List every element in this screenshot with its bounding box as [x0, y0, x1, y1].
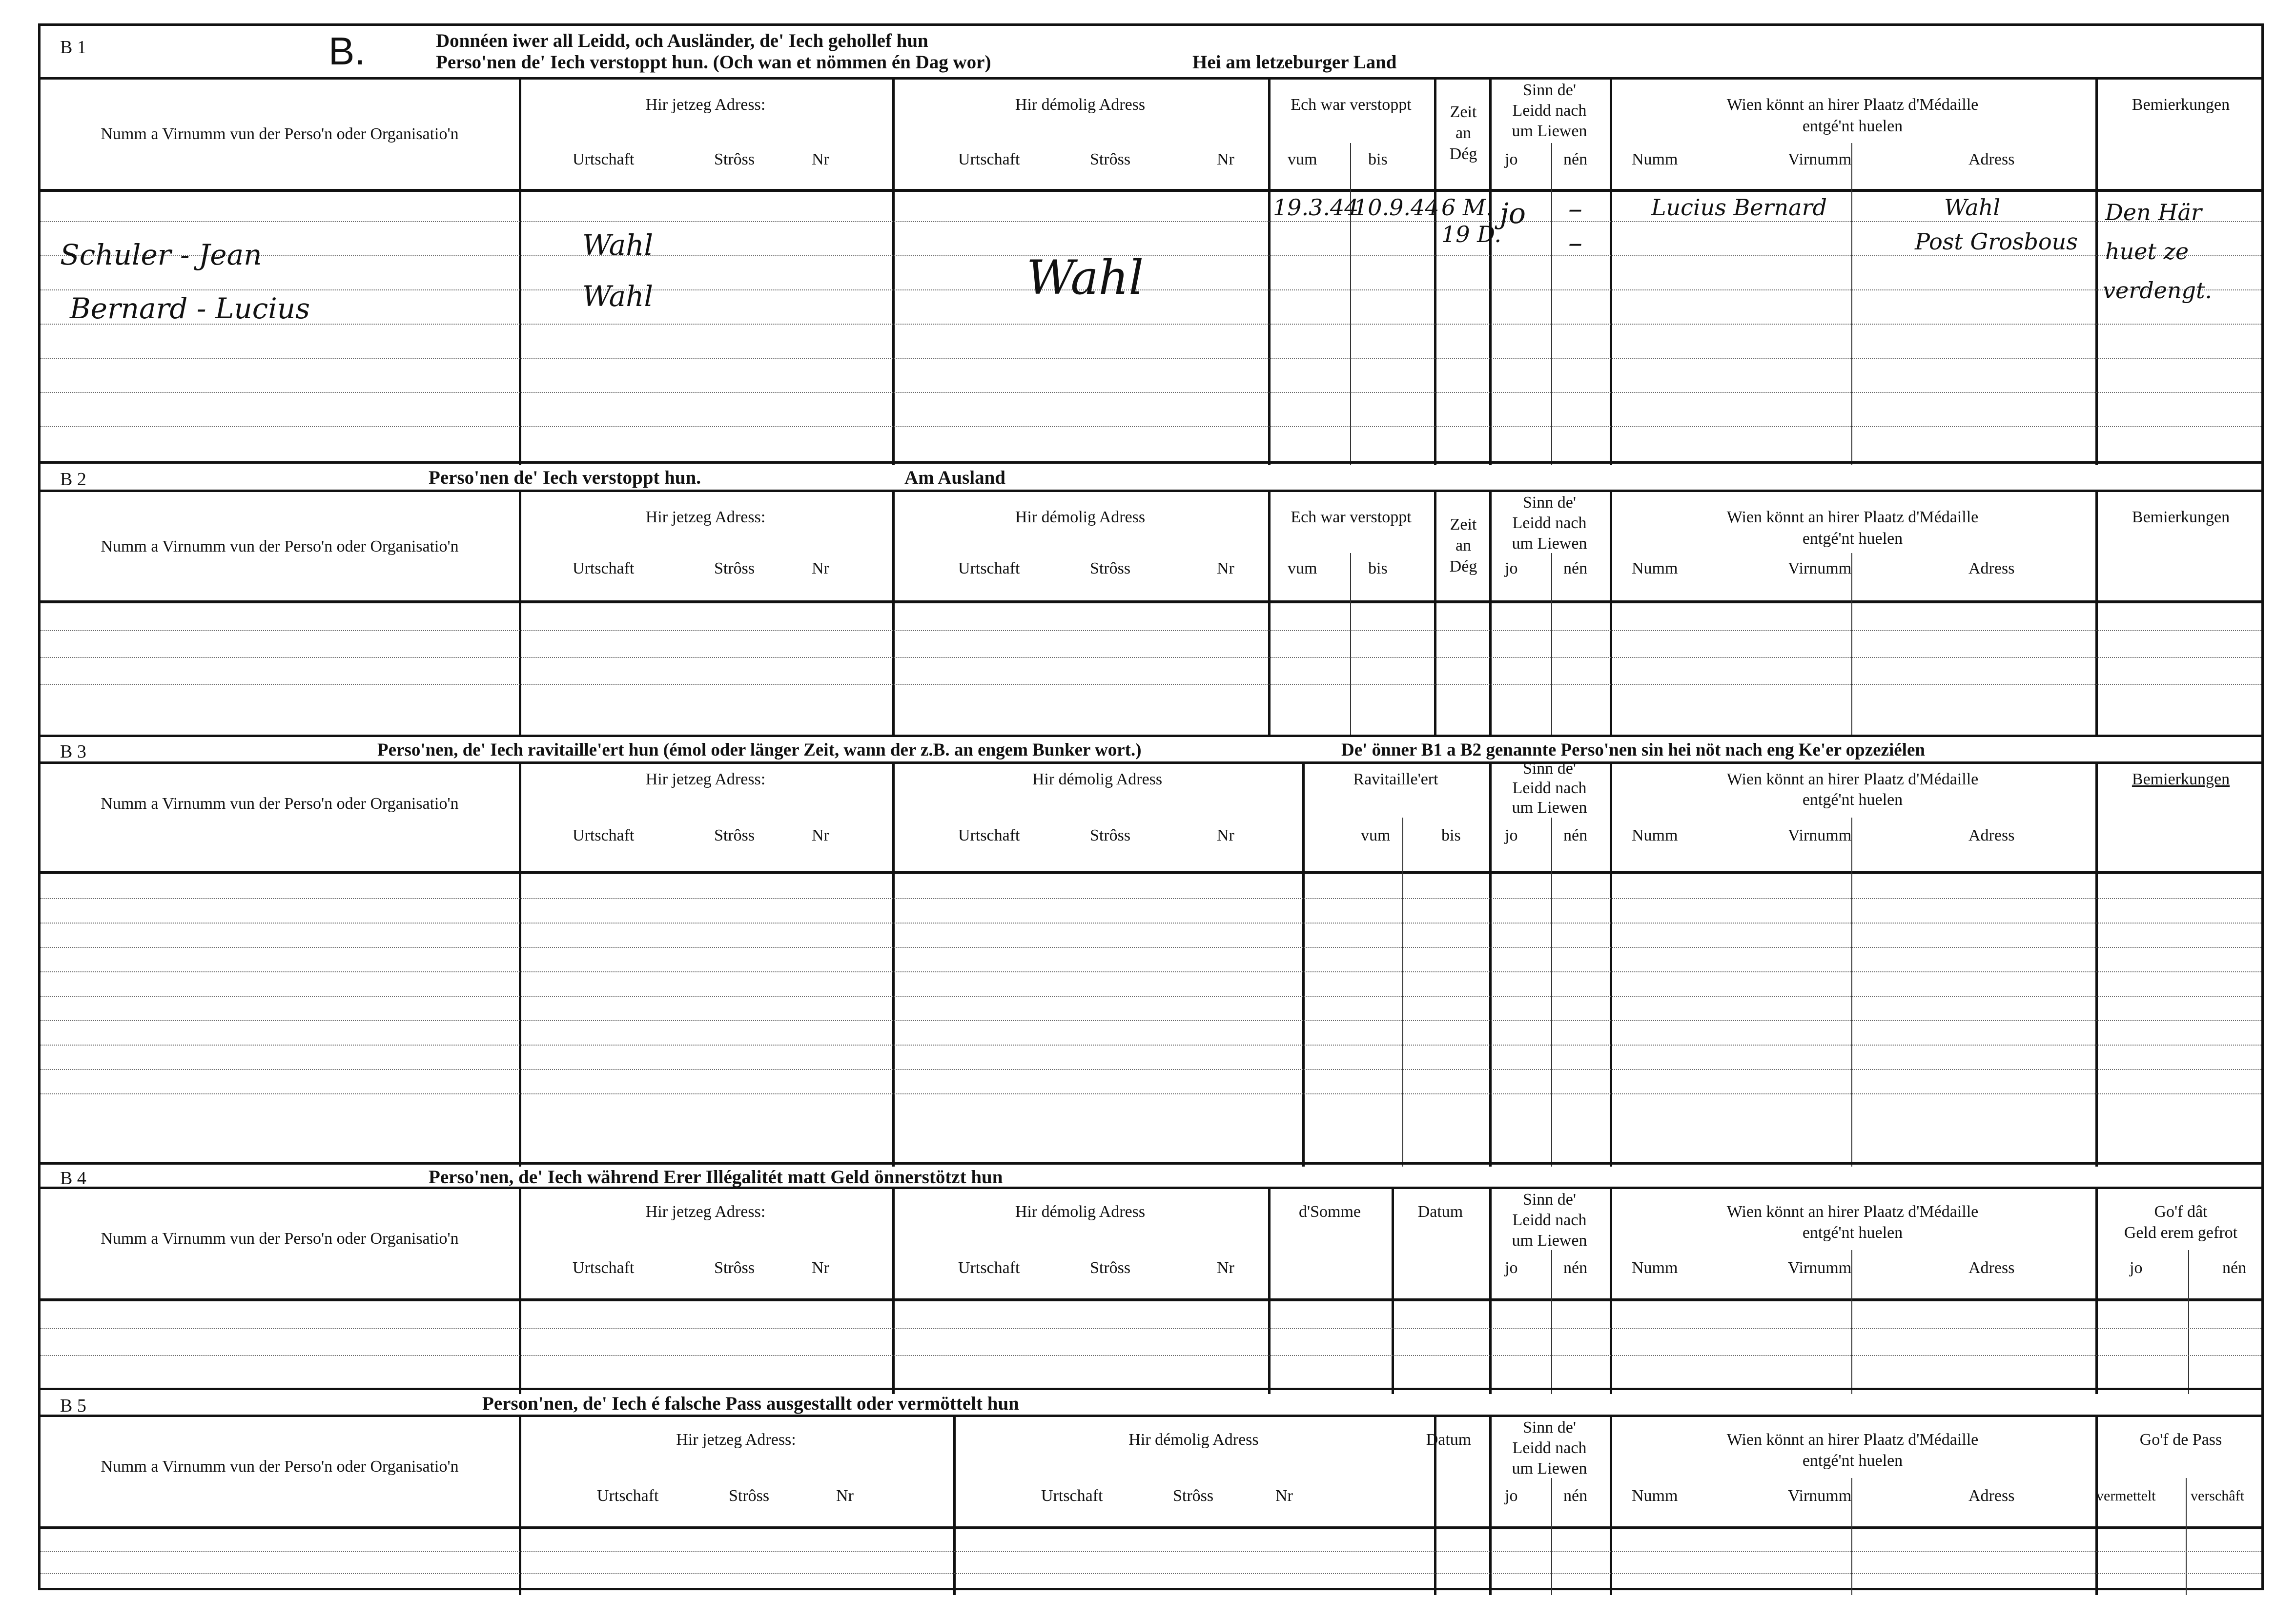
header-hidden: Ech war verstoppt — [1291, 508, 1412, 526]
header-sinn: Leidd nach — [1512, 1211, 1587, 1229]
header-former-address: Hir démolig Adress — [1128, 1431, 1259, 1449]
section-b2 — [41, 461, 2261, 735]
header-urtschaft: Urtschaft — [573, 150, 635, 168]
header-nen: nén — [1563, 826, 1588, 844]
section-code: B 5 — [60, 1396, 86, 1416]
header-sinn: Sinn de' — [1522, 1191, 1577, 1209]
section-b5 — [41, 1388, 2261, 1593]
handwritten-jo: jo — [1500, 197, 1526, 230]
form-sheet — [38, 23, 2264, 1590]
header-urtschaft: Urtschaft — [958, 1259, 1020, 1277]
header-stross: Strôss — [714, 826, 755, 844]
handwritten-current-address-2: Wahl — [582, 280, 654, 313]
header-gof-geld: Go'f dât — [2154, 1203, 2208, 1221]
header-adress: Adress — [1968, 1487, 2015, 1505]
handwritten-former-address: Wahl — [1026, 250, 1144, 305]
header-former-address: Hir démolig Adress — [1032, 770, 1163, 788]
header-nr: Nr — [1217, 826, 1234, 844]
handwritten-name-1: Schuler - Jean — [60, 238, 262, 271]
header-zeit: Zeit — [1450, 103, 1477, 121]
header-zeit-an: an — [1455, 536, 1472, 555]
section-b3-title — [41, 737, 2261, 764]
header-former-address: Hir démolig Adress — [1015, 96, 1146, 114]
header-nr: Nr — [812, 1259, 829, 1277]
section-title-2: De' önner B1 a B2 genannte Perso'nen sin hei nöt nach eng Ke'er opzeziélen — [1341, 740, 1925, 760]
header-nr: Nr — [1275, 1487, 1293, 1505]
header-nen: nén — [1563, 559, 1588, 577]
section-title-line1: Donnéen iwer all Leidd, och Ausländer, de' Iech gehollef hun — [436, 30, 928, 51]
header-virnumm: Virnumm — [1788, 826, 1852, 844]
table-header — [41, 760, 2261, 874]
header-stross: Strôss — [1090, 150, 1131, 168]
header-bis: bis — [1441, 826, 1461, 844]
header-nr: Nr — [836, 1487, 854, 1505]
header-name: Numm a Virnumm vun der Perso'n oder Organisatio'n — [101, 125, 459, 143]
header-urtschaft: Urtschaft — [573, 1259, 635, 1277]
header-nen: nén — [2222, 1259, 2247, 1277]
header-nr: Nr — [812, 150, 829, 168]
header-medal: entgé'nt huelen — [1802, 1452, 1903, 1470]
section-b2-title — [41, 464, 2261, 492]
header-vum: vum — [1288, 150, 1317, 168]
section-title: Perso'nen de' Iech verstoppt hun. — [429, 467, 701, 488]
section-b1 — [41, 26, 2261, 465]
table-header — [41, 1417, 2261, 1529]
header-gof-geld: Geld erem gefrot — [2124, 1224, 2238, 1242]
header-medal: entgé'nt huelen — [1802, 1224, 1903, 1242]
header-remarks: Bemierkungen — [2132, 508, 2230, 526]
header-virnumm: Virnumm — [1788, 559, 1852, 577]
header-stross: Strôss — [714, 1259, 755, 1277]
header-medal: Wien könnt an hirer Plaatz d'Médaille — [1726, 1203, 1979, 1221]
header-adress: Adress — [1968, 1259, 2015, 1277]
section-title-line2: Perso'nen de' Iech verstoppt hun. (Och wan et nömmen én Dag wor) — [436, 52, 991, 73]
table-body — [41, 603, 2261, 737]
header-stross: Strôss — [729, 1487, 770, 1505]
header-sinn: Leidd nach — [1512, 779, 1587, 797]
handwritten-medal-address-1: Wahl — [1944, 194, 2001, 221]
header-virnumm: Virnumm — [1788, 1259, 1852, 1277]
header-virnumm: Virnumm — [1788, 150, 1852, 168]
header-ravitaille: Ravitaille'ert — [1353, 770, 1438, 788]
handwritten-days: 6 M. — [1441, 194, 1493, 221]
header-sinn: Leidd nach — [1512, 1439, 1587, 1457]
header-sinn: um Liewen — [1512, 122, 1587, 140]
table-body — [41, 1301, 2261, 1394]
header-zeit-deg: Dég — [1449, 145, 1477, 163]
section-letter: B. — [328, 29, 366, 73]
handwritten-remark-3: verdengt. — [2103, 277, 2213, 304]
header-jo: jo — [2130, 1259, 2143, 1277]
header-current-address: Hir jetzeg Adress: — [645, 96, 766, 114]
header-hidden: Ech war verstoppt — [1291, 96, 1412, 114]
header-urtschaft: Urtschaft — [597, 1487, 659, 1505]
handwritten-current-address-1: Wahl — [582, 228, 654, 262]
header-numm: Numm — [1632, 150, 1678, 168]
header-jo: jo — [1505, 1487, 1518, 1505]
table-header — [41, 492, 2261, 603]
header-medal: entgé'nt huelen — [1802, 117, 1903, 135]
section-title: Perso'nen, de' Iech ravitaille'ert hun (émol oder länger Zeit, wann der z.B. an engem Bunker wort.) — [377, 740, 1142, 760]
handwritten-nen-1: – — [1568, 192, 1582, 225]
handwritten-bis: 10.9.44 — [1353, 194, 1439, 221]
header-remarks: Bemierkungen — [2132, 96, 2230, 114]
header-adress: Adress — [1968, 150, 2015, 168]
handwritten-remark-1: Den Här — [2105, 199, 2202, 226]
header-name: Numm a Virnumm vun der Perso'n oder Organisatio'n — [101, 795, 459, 813]
header-virnumm: Virnumm — [1788, 1487, 1852, 1505]
header-numm: Numm — [1632, 826, 1678, 844]
header-sinn: um Liewen — [1512, 534, 1587, 553]
handwritten-medal-address-2: Post Grosbous — [1915, 228, 2078, 255]
header-adress: Adress — [1968, 826, 2015, 844]
section-b4 — [41, 1162, 2261, 1392]
header-adress: Adress — [1968, 559, 2015, 577]
section-title: Person'nen, de' Iech é falsche Pass ausgestallt oder vermöttelt hun — [482, 1393, 1019, 1414]
header-name: Numm a Virnumm vun der Perso'n oder Organisatio'n — [101, 1230, 459, 1248]
header-sinn: Leidd nach — [1512, 514, 1587, 532]
header-current-address: Hir jetzeg Adress: — [645, 1203, 766, 1221]
header-bis: bis — [1368, 150, 1388, 168]
section-title: Perso'nen, de' Iech während Erer Illégalitét matt Geld önnerstötzt hun — [429, 1167, 1003, 1188]
header-jo: jo — [1505, 150, 1518, 168]
header-jo: jo — [1505, 1259, 1518, 1277]
header-sinn: Sinn de' — [1522, 81, 1577, 99]
header-urtschaft: Urtschaft — [958, 826, 1020, 844]
header-sinn: Sinn de' — [1522, 493, 1577, 512]
header-jo: jo — [1505, 826, 1518, 844]
handwritten-nen-2: – — [1568, 226, 1582, 259]
header-bis: bis — [1368, 559, 1388, 577]
header-datum: Datum — [1417, 1203, 1463, 1221]
header-vum: vum — [1361, 826, 1391, 844]
handwritten-vum: 19.3.44 — [1273, 194, 1359, 221]
section-code: B 3 — [60, 741, 86, 762]
header-urtschaft: Urtschaft — [573, 559, 635, 577]
handwritten-days-2: 19 D. — [1441, 221, 1502, 247]
section-title-line3: Hei am letzeburger Land — [1192, 52, 1397, 73]
header-urtschaft: Urtschaft — [958, 150, 1020, 168]
header-medal: Wien könnt an hirer Plaatz d'Médaille — [1726, 770, 1979, 788]
table-body — [41, 192, 2261, 465]
handwritten-medal-name: Lucius Bernard — [1651, 194, 1827, 221]
header-nen: nén — [1563, 1259, 1588, 1277]
header-nen: nén — [1563, 1487, 1588, 1505]
header-gof-pass: Go'f de Pass — [2139, 1431, 2222, 1449]
section-b1-title — [41, 26, 2261, 80]
header-name: Numm a Virnumm vun der Perso'n oder Organisatio'n — [101, 1458, 459, 1476]
section-b5-title — [41, 1390, 2261, 1417]
header-medal: Wien könnt an hirer Plaatz d'Médaille — [1726, 508, 1979, 526]
header-sinn: um Liewen — [1512, 1459, 1587, 1478]
header-sinn: Sinn de' — [1522, 1418, 1577, 1437]
table-body — [41, 874, 2261, 1167]
header-sinn: um Liewen — [1512, 799, 1587, 817]
header-stross: Strôss — [1090, 826, 1131, 844]
header-numm: Numm — [1632, 1259, 1678, 1277]
header-current-address: Hir jetzeg Adress: — [676, 1431, 796, 1449]
section-code: B 2 — [60, 469, 86, 490]
header-medal: Wien könnt an hirer Plaatz d'Médaille — [1726, 1431, 1979, 1449]
header-zeit-an: an — [1455, 124, 1472, 142]
handwritten-name-2: Bernard - Lucius — [70, 292, 310, 325]
header-zeit: Zeit — [1450, 515, 1477, 534]
header-nr: Nr — [1217, 150, 1234, 168]
header-name: Numm a Virnumm vun der Perso'n oder Organisatio'n — [101, 537, 459, 555]
header-nr: Nr — [812, 826, 829, 844]
section-b3 — [41, 735, 2261, 1164]
table-header — [41, 80, 2261, 192]
header-medal: Wien könnt an hirer Plaatz d'Médaille — [1726, 96, 1979, 114]
header-nr: Nr — [1217, 1259, 1234, 1277]
section-title-2: Am Ausland — [904, 467, 1005, 488]
header-jo: jo — [1505, 559, 1518, 577]
header-sinn: Leidd nach — [1512, 102, 1587, 120]
header-medal: entgé'nt huelen — [1802, 530, 1903, 548]
header-stross: Strôss — [714, 150, 755, 168]
header-somme: d'Somme — [1298, 1203, 1361, 1221]
table-header — [41, 1189, 2261, 1301]
table-body — [41, 1529, 2261, 1595]
header-stross: Strôss — [1090, 559, 1131, 577]
header-sinn: um Liewen — [1512, 1232, 1587, 1250]
header-former-address: Hir démolig Adress — [1015, 1203, 1146, 1221]
header-numm: Numm — [1632, 1487, 1678, 1505]
handwritten-remark-2: huet ze — [2105, 238, 2189, 265]
header-sinn: Sinn de' — [1522, 760, 1577, 778]
header-former-address: Hir démolig Adress — [1015, 508, 1146, 526]
header-current-address: Hir jetzeg Adress: — [645, 508, 766, 526]
header-stross: Strôss — [714, 559, 755, 577]
header-urtschaft: Urtschaft — [1041, 1487, 1103, 1505]
header-nr: Nr — [1217, 559, 1234, 577]
section-code: B 4 — [60, 1168, 86, 1189]
header-urtschaft: Urtschaft — [958, 559, 1020, 577]
header-vum: vum — [1288, 559, 1317, 577]
header-nen: nén — [1563, 150, 1588, 168]
section-code: B 1 — [60, 37, 86, 58]
header-datum: Datum — [1426, 1431, 1472, 1449]
header-stross: Strôss — [1173, 1487, 1214, 1505]
header-nr: Nr — [812, 559, 829, 577]
header-remarks: Bemierkungen — [2132, 770, 2230, 788]
section-b4-title — [41, 1165, 2261, 1189]
header-numm: Numm — [1632, 559, 1678, 577]
header-zeit-deg: Dég — [1449, 557, 1477, 575]
header-current-address: Hir jetzeg Adress: — [645, 770, 766, 788]
header-vermettelt: vermettelt — [2096, 1488, 2156, 1504]
header-medal: entgé'nt huelen — [1802, 791, 1903, 809]
header-verschaft: verschâft — [2191, 1488, 2244, 1504]
header-stross: Strôss — [1090, 1259, 1131, 1277]
header-urtschaft: Urtschaft — [573, 826, 635, 844]
